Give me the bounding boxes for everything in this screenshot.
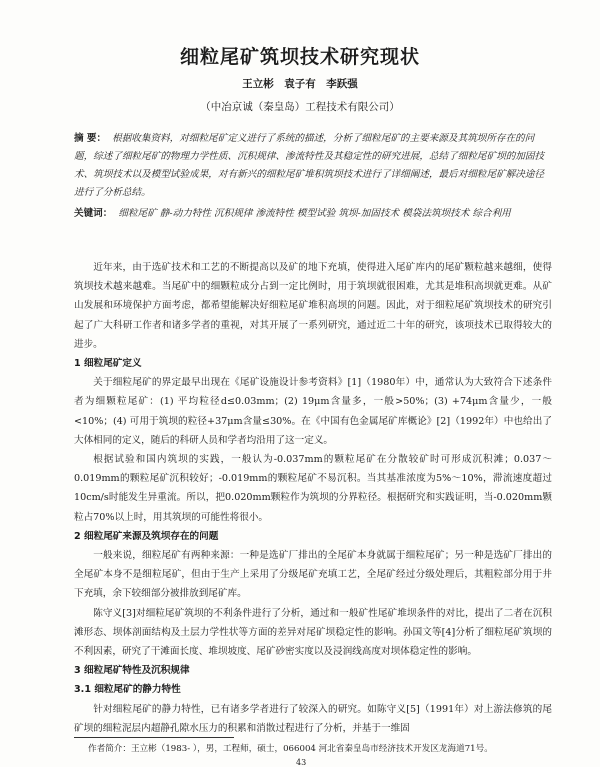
section-3-heading: 3 细粒尾矿特性及沉积规律 bbox=[74, 665, 190, 677]
section-3-1-paragraph-1: 针对细粒尾矿的静力特性，已有诸多学者进行了较深入的研究。如陈守义[5]（1991年）对上游法修筑的尾矿坝的细粒泥层内超静孔隙水压力的积累和消散过程进行了分析，并基于一维固 bbox=[74, 703, 552, 734]
body-text bbox=[74, 258, 552, 738]
abstract-label: 摘 要： bbox=[74, 133, 107, 144]
section-2-paragraph-1: 一般来说，细粒尾矿有两种来源：一种是选矿厂排出的全尾矿本身就属于细粒尾矿；另一种是选矿厂排出的全尾矿本身不是细粒尾矿，但由于生产上采用了分级尾矿充填工艺，全尾矿经过分级处理后，其粗粒部分用于井下充填，余下较细部分被排放到尾矿库。 bbox=[74, 550, 552, 600]
abstract-text: 根据收集资料，对细粒尾矿定义进行了系统的描述，分析了细粒尾矿的主要来源及其筑坝所存在的问题，综述了细粒尾矿的物理力学性质、沉积规律、渗流特性及其稳定性的研究进展，总结了细粒尾矿坝的加固技术、筑坝技术以及模型试验成果，对有新兴的细粒尾矿堆积筑坝技术进行了详细阐述，最后对细粒尾矿解决途径进行了分析总结。 bbox=[74, 133, 545, 198]
keywords bbox=[74, 205, 550, 223]
affiliation: （中冶京诚（秦皇岛）工程技术有限公司） bbox=[200, 101, 400, 113]
paper-title: 细粒尾矿筑坝技术研究现状 bbox=[179, 46, 420, 68]
page-number: 43 bbox=[296, 758, 307, 767]
section-1-paragraph-1: 关于细粒尾矿的界定最早出现在《尾矿设施设计参考资料》[1]（1980年）中，通常认为大致符合下述条件者为细颗粒尾矿：(1) 平均粒径d≤0.03mm；(2) 19μm含量多，一般>50%；(3) +74μm含量少，一般<10%；(4) 可用于筑坝的粒径+37μm含量≤30%。在《中国有色金属尾矿库概论》[2]（1992年）中也给出了大体相同的定义，随后的科研人员和学者均沿用了这一定义。 bbox=[74, 377, 552, 446]
section-2-heading: 2 细粒尾矿来源及筑坝存在的问题 bbox=[74, 530, 219, 542]
author-footnote: 作者简介：王立彬（1983- ），男，工程师，硕士，066004 河北省秦皇岛市经济技术开发区龙海道71号。 bbox=[88, 744, 493, 754]
keywords-text: 细粒尾矿 静-动力特性 沉积规律 渗流特性 模型试验 筑坝-加固技术 模袋法筑坝技术 综合利用 bbox=[118, 208, 511, 219]
section-2-paragraph-2: 陈守义[3]对细粒尾矿筑坝的不利条件进行了分析，通过和一般矿性尾矿堆坝条件的对比，提出了二者在沉积滩形态、坝体剖面结构及土层力学性状等方面的差异对尾矿坝稳定性的影响。孙国文等[4]分析了细粒尾矿筑坝的不利因素，研究了干滩面长度、堆坝坡度、尾矿砂密实度以及浸润线高度对坝体稳定性的影响。 bbox=[74, 607, 552, 658]
section-1-paragraph-2: 根据试验和国内筑坝的实践，一般认为-0.037mm的颗粒尾矿在分散较矿时可形成沉积滩；0.037～0.019mm的颗粒尾矿沉积较好；-0.019mm的颗粒尾矿不易沉积。当其基准浓度为5%～10%，滞流速度超过10cm/s时能发生异重流。所以，把0.020mm颗粒作为筑坝的分界粒径。根据研究和实践证明，当-0.020mm颗粒占70%以上时，用其筑坝的可能性将很小。 bbox=[74, 454, 552, 523]
section-3-1-heading: 3.1 细粒尾矿的静力特性 bbox=[74, 684, 181, 696]
abstract bbox=[74, 130, 550, 202]
footnote-divider bbox=[74, 737, 234, 738]
intro-paragraph: 近年来，由于选矿技术和工艺的不断提高以及矿的地下充填，使得进入尾矿库内的尾矿颗粒越来越细，使得筑坝技术越来越难。当尾矿中的细颗粒成分占到一定比例时，用于筑坝就很困难，尤其是堆积高坝就更难。从矿山发展和环境保护方面考虑，都希望能解决好细粒尾矿堆积高坝的问题。因此，对于细粒尾矿筑坝技术的研究引起了广大科研工作者和诸多学者的重视，对其开展了一系列研究，通过近二十年的研究，该项技术已取得较大的进步。 bbox=[74, 262, 552, 350]
authors: 王立彬 袁子有 李跃强 bbox=[242, 78, 358, 90]
keywords-label: 关键词： bbox=[74, 208, 113, 219]
section-1-heading: 1 细粒尾矿定义 bbox=[74, 358, 142, 370]
